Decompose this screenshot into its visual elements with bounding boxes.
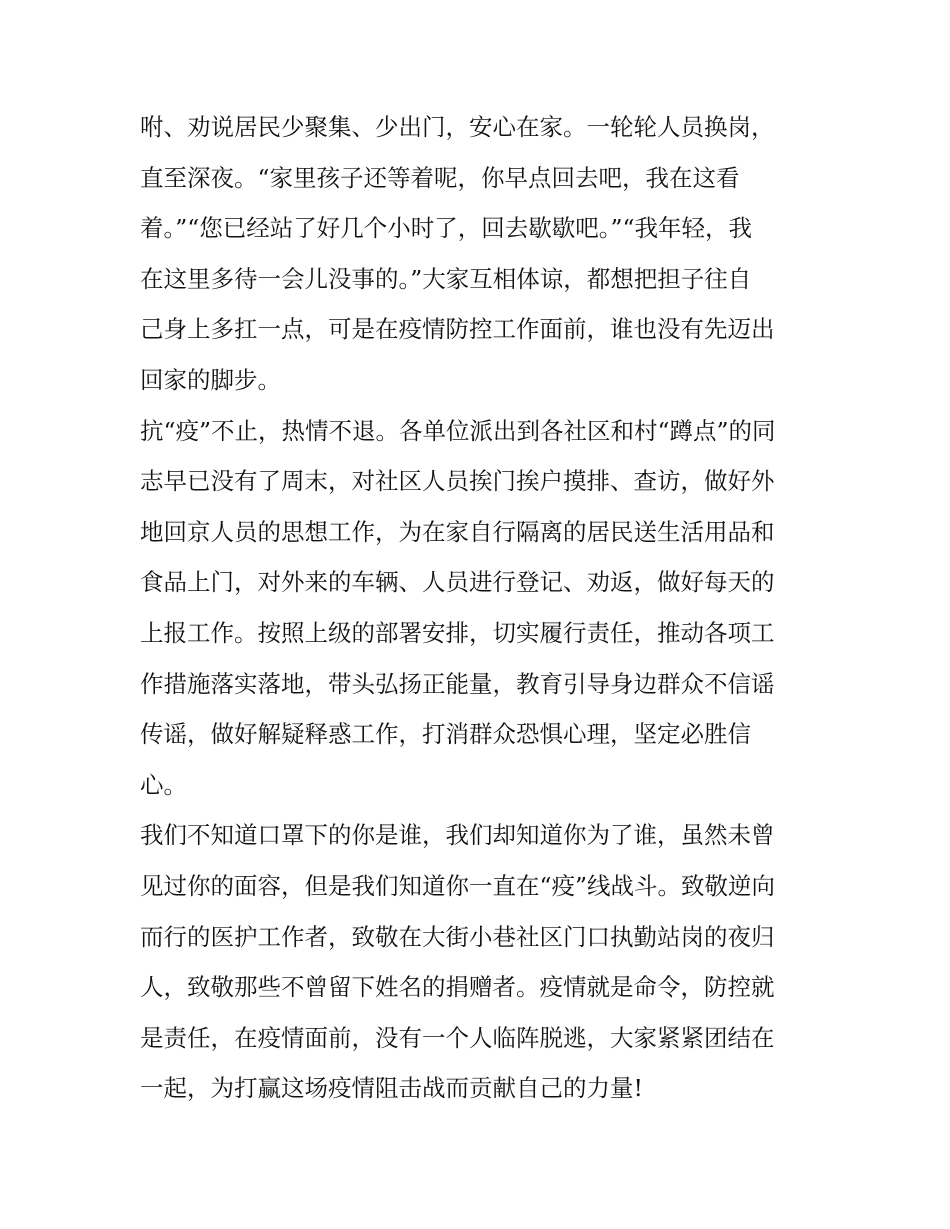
text-line: 而行的医护工作者，致敬在大街小巷社区门口执勤站岗的夜归: [140, 922, 775, 951]
text-line: 人，致敬那些不曾留下姓名的捐赠者。疫情就是命令，防控就: [140, 973, 775, 1002]
paragraph-3: [140, 810, 820, 1114]
text-line: 见过你的面容，但是我们知道你一直在“疫”线战斗。致敬逆向: [140, 871, 776, 900]
paragraph-2: [140, 406, 820, 811]
text-line: 作措施落实落地，带头弘扬正能量，教育引导身边群众不信谣: [140, 669, 775, 698]
text-line: 直至深夜。“家里孩子还等着呢，你早点回去吧，我在这看: [140, 163, 740, 192]
text-line: 上报工作。按照上级的部署安排，切实履行责任，推动各项工: [140, 618, 775, 647]
text-line: 我们不知道口罩下的你是谁，我们却知道你为了谁，虽然未曾: [140, 821, 775, 850]
text-line: 抗“疫”不止，热情不退。各单位派出到各社区和村“蹲点”的同: [140, 416, 776, 445]
document-body: [140, 102, 820, 1114]
text-line: 咐、劝说居民少聚集、少出门，安心在家。一轮轮人员换岗，: [140, 113, 775, 141]
paragraph-1: [140, 102, 820, 406]
text-line: 是责任，在疫情面前，没有一个人临阵脱逃，大家紧紧团结在: [140, 1023, 775, 1052]
text-line: 食品上门，对外来的车辆、人员进行登记、劝返，做好每天的: [140, 568, 775, 597]
text-line: 回家的脚步。: [140, 365, 281, 394]
text-line: 己身上多扛一点，可是在疫情防控工作面前，谁也没有先迈出: [140, 315, 775, 344]
text-line: 心。: [140, 770, 187, 799]
text-line: 一起，为打赢这场疫情阻击战而贡献自己的力量!: [140, 1074, 643, 1103]
text-line: 地回京人员的思想工作，为在家自行隔离的居民送生活用品和: [140, 517, 775, 546]
text-line: 志早已没有了周末，对社区人员挨门挨户摸排、查访，做好外: [140, 467, 775, 496]
text-line: 传谣，做好解疑释惑工作，打消群众恐惧心理，坚定必胜信: [140, 720, 751, 749]
text-line: 在这里多待一会儿没事的。”大家互相体谅，都想把担子往自: [140, 264, 752, 293]
text-line: 着。”“您已经站了好几个小时了，回去歇歇吧。”“我年轻，我: [140, 214, 753, 243]
